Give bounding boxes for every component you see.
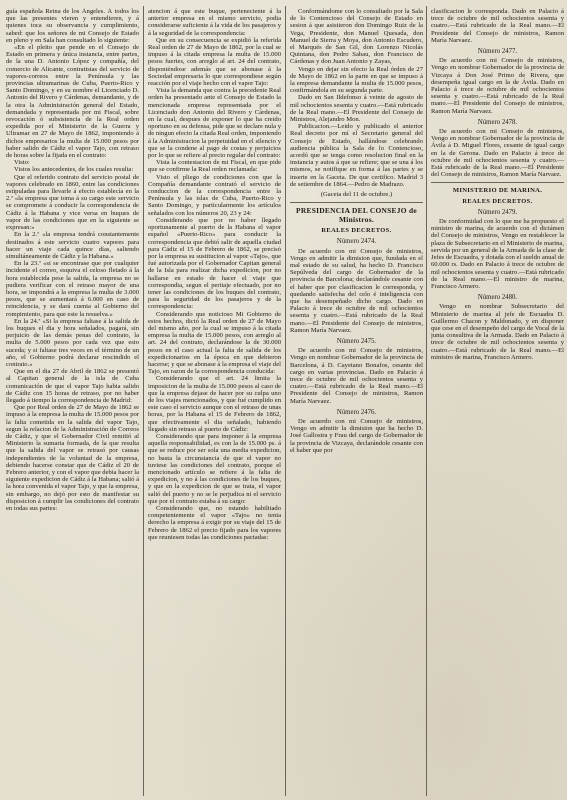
paragraph: Publicacion.—Leido y publicado el anterior Real decreto por mí el Secretario general del Consejo de Estado, hallándose celebrando audiencia pública la Sala de lo Contencioso, acordó que se tenga como resolucion final en la instancia y autos á que se refiere; que se una á los mismos, se notifique en forma á las partes y se inserte en la Gaceta. De que certifico. Madrid 3 de setiembre de 1864.—Pedro de Madrazo. bbox=[290, 123, 423, 188]
paragraph: Vistos los antecedentes, de los cuales resulta: bbox=[14, 166, 134, 174]
decree-number: Número 2474. bbox=[336, 238, 377, 246]
decree-text: De acuerdo con mi Consejo de ministros, Vengo en admitir la dimision que, fundada en el mal estado de su salud, ha hecho D. Francisco Sepúlveda del cargo de Gobernador de la provincia de Barcelona; declarándole cesante con el haber que por clasificacion le corresponda, y quedando satisfecha del celo é inteligencia con que ha desempeñado dicho cargo. Dado en Palacio á trece de octubre de mil ochocientos sesenta y cuatro.—Está rubricado de la Real mano.—El Presidente del Consejo de ministros, Ramon María Narvaez. bbox=[290, 247, 423, 334]
decree-number: Número 2476. bbox=[336, 408, 377, 416]
paragraph: «En el pleito que pende en el Consejo de Estado en primera y única instancia, entre partes, de la una D. Antonio López y compañía, del comercio de Alicante, contratistas del servicio de vapores-correos entre la Península y las provincias ultramarinas de Cuba, Puerto-Rico y Santo Domingo, y en su nombre el Licenciado D. Antonio del Rivero y Cárdenas, demandante, y de la otra la Administración general del Estado, demandada y representada por mi Fiscal, sobre revocación ó subsistencia de la Real orden expedida por el Ministerio de la Guerra y Ultramar en 27 de Mayo de 1862, imponiendo á dichos empresarios la multa de 15.000 pesos por haber salido de Cádiz el vapor Tajo, con retraso de horas sobre la fijada en el contrato: bbox=[6, 44, 139, 160]
paragraph: Considerando que, no estando habilitado competentemente el vapor «Tajo» no tenia derecho la empresa á exigir por su viaje del 15 de Febrero de 1862 el precio fijado para los vapores que reuniesen todas las condiciones pactadas: bbox=[148, 505, 281, 541]
column-divider bbox=[285, 6, 286, 796]
paragraph: guía española Reina de los Ángeles. Á todos los que las presentes vieren y entendieren, y á quienes toca su observancia y cumplimiento, sabed: que los señores de mi Consejo de Estado en pleno y en Sala han consultado lo siguiente: bbox=[6, 8, 139, 44]
decree-text: De acuerdo con mi Consejo de ministros, Vengo en admitir la dimision que ha hecho D. José Gallostra y Frau del cargo de Gobernador de la provincia de Vizcaya, declarándole cesante con el haber que por bbox=[290, 417, 423, 454]
paragraph: Visto: bbox=[14, 159, 30, 167]
decrees-heading: REALES DECRETOS. bbox=[462, 197, 533, 205]
decree-text: clasificacion le corresponda. Dado en Palacio á trece de octubre de mil ochocientos sesenta y cuatro.—Está rubricado de la Real mano.—El Presidente del Consejo de ministros, Ramon María Narvaez. bbox=[431, 8, 564, 44]
paragraph: Considerando que por no haber llegado oportunamente al puerto de la Habana el vapor español «Puerto-Rico» para conducir la correspondencia que debió salir de aquella ciudad para Cádiz el 15 de Febrero de 1862, se precisó por la empresa su sustitucion al vapor «Tajo», que fué autorizada por el Gobernador Capitan general de la Isla para realizar dicha expedicion, por no hallarse en estado de hacer el viaje que correspondia, segun el peritaje efectuado, por no tener las condiciones de los buques del contrato, para la seguridad de los pasajeros y de la correspondencia: bbox=[148, 216, 281, 311]
paragraph: Considerando que noticioso Mi Gobierno de estos hechos, dictó la Real orden de 27 de Mayo del mismo año, por la cual se impuso á la citada empresa la multa de 15.000 pesos, con arreglo al art. 24 del contrato, declarándose la de 30.000 pesos en el caso actual la falta de salida de los expedicionarios en la época en que debieron hacerse; y que se abonase á la empresa el viaje del Tajo, en razon de la correspondencia conducida: bbox=[148, 310, 281, 376]
gazette-note: (Gaceta del 11 de octubre.) bbox=[320, 191, 393, 199]
paragraph: En la 23.ª «si se encontrase que por cualquier incidente el correo, esquiva el celoso fletado á la hora establecida pese la salida, la empresa no se pudiera verificar con el retraso mayor de una hora, se impondrá a la empresa la multa de 3.000 pesos, que se aumentará á 6.000 en caso de reincidencia, y se dará cuenta al Gobierno del rompimiento, para que este la resuelva.» bbox=[6, 260, 139, 318]
section-heading: MINISTERIO DE MARINA. bbox=[452, 187, 543, 195]
paragraph: Visto el pliego de condiciones con que la Compañía demandante contrató el servicio de conduccion de la correspondencia entre la Península y las islas de Cuba, Puerto-Rico y Santo Domingo, y particularmente los artículos señalados con los números 20, 23 y 24: bbox=[148, 173, 281, 217]
paragraph: Que en el dia 27 de Abril de 1862 se presentó al Capitan general de la isla de Cuba comunicación de que el vapor Tajo habia salido de Cádiz con 15 horas de retraso, por no haber llegado á tiempo la correspondencia de Madrid: bbox=[6, 368, 139, 404]
paragraph: Vista la demanda que contra la precedente Real orden ha presentado ante el Consejo de Estado la mencionada empresa representada por el Licenciado don Antonio del Rivero y Cárdenas, en la cual, despues de exponer lo que ha creido oportuno en su defensa, pide que se declare nula y de ningun efecto la citada Real orden, imponiendo á la Administracion la perpetuidad en el silencio y que se la condene al pago de costas y perjuicios por lo que se refiere al precio regular del contrato: bbox=[148, 87, 281, 160]
paragraph: Vista la contestacion de mi Fiscal, en que pide que se confirme la Real orden reclamada: bbox=[148, 159, 281, 174]
decree-number: Número 2478. bbox=[477, 118, 518, 126]
section-heading: PRESIDENCIA DEL CONSEJO de Ministros. bbox=[296, 206, 417, 224]
decree-text: Vengo en nombrar Subsecretario del Ministerio de marina al jefe de Escuadra D. Guillermo Chacon y Maldonado, y en disponer que cese en el desempeño del cargo de Vocal de la junta consultiva de la Armada. Dado en Palacio á trece de octubre de mil ochocientos sesenta y cuatro.—Está rubricado de la Real mano.—El ministro de marina, Francisco Armero. bbox=[431, 303, 564, 361]
decrees-heading: REALES DECRETOS. bbox=[321, 227, 392, 235]
paragraph: Que por Real orden de 27 de Mayo de 1862 se impuso á la empresa la multa de 15.000 pesos por la falta cometida en la salida del vapor Tajo, segun la relacion de la Administración de Correos de Cádiz, y que el Gobernador Civil remitió al Ministerio la sumaria formada, de la que resulta que la salida del vapor se retrasó por causas independientes de la voluntad de la empresa, debiendo hacerse constar que de Cádiz el 20 de Febrero anterior, y con el vapor que debia hacer la siguiente expedicion de Cádiz á la Habana; salió á la hora convenida el vapor Tajo, y que la empresa, sin embargo, no dejó por esto de manifestar su disposicion á cumplir las condiciones del contrato en todas sus partes: bbox=[6, 404, 139, 513]
paragraph: Que en su consecuencia se expidió la referida Real orden de 27 de Mayo de 1862, por la cual se impuso á la citada empresa la multa de 15.000 pesos fuertes, con arreglo al art. 24 del contrato, disponiéndose además que se abonase á la Sociedad empresaria lo que correspondiese según reacción por el viaje hecho con el vapor Tajo: bbox=[148, 36, 281, 88]
column-divider bbox=[143, 6, 144, 796]
paragraph: Vengo en dejar sin efecto la Real órden de 27 de Mayo de 1862 en la parte en que se impuso á la empresa demandante la multa de 15.000 pesos, confirmándola en su segunda parte. bbox=[290, 65, 423, 95]
paragraph: atencion á que este buque, perteneciente á la anterior empresa en el mismo servicio, podia considerarse suficiente á la vida de los pasajeros y á la seguridad de la correspondencia: bbox=[148, 8, 281, 37]
decree-number: Número 2480. bbox=[477, 294, 518, 302]
paragraph: En la 2.ª «la empresa tendrá constantemente destinados á este servicio cuatro vapores para hacer un viaje cada quince días, saliendo simultáneamente de Cádiz y la Habana.» bbox=[6, 231, 139, 260]
paragraph: Dado en San Ildefonso á veinte de agosto de mil ochocientos sesenta y cuatro.—Está rubricado de la Real mano.—El Presidente del Consejo de Ministros, Alejandro Mon. bbox=[290, 94, 423, 124]
column-1 bbox=[6, 8, 139, 796]
decree-text: De conformidad con lo que me ha propuesto el ministro de marina, de acuerdo con el dictámen del Consejo de ministros, Vengo en restablecer la plaza de Subsecretario en el Ministerio de marina, servida por un general de la Armada de la clase de Jefes de Escuadra, y dotada con el sueldo anual de 60.000 rs. Dado en Palacio á trece de octubre de mil ochocientos sesenta y cuatro.—Está rubricado de la Real mano.—El ministro de marina, Francisco Armero. bbox=[431, 218, 564, 290]
column-3 bbox=[290, 8, 423, 796]
paragraph: Conformándome con lo consultado por la Sala de lo Contencioso del Consejo de Estado en sesion á que asistieron don Domingo Ruiz de la Vega, Presidente, don Manuel Quesada, don Manuel de Sierra y Moya, don Antonio Escudero, el Marqués de San Gil, don Lorenzo Nicolás Quintana, don Pedro Sabau, don Francisco de Cárdenas y don Juan Antonio y Zayas, bbox=[290, 8, 423, 66]
decree-text: De acuerdo con mi Consejo de ministros, Vengo en nombrar Gobernador de la provincia de Ávila á D. Miguel Flores, cesante de igual cargo en la de Gerona. Dado en Palacio á trece de octubre de mil ochocientos sesenta y cuatro.—Está rubricado de la Real mano.—El Presidente del Consejo de ministros, Ramon María Narvaez. bbox=[431, 128, 564, 179]
column-2 bbox=[148, 8, 281, 796]
section-rule bbox=[290, 202, 423, 203]
decree-number: Número 2477. bbox=[477, 48, 518, 56]
paragraph: Considerando que para imponer á la empresa aquella responsabilidad, es con la de 15.000 ps. á que se reduce por ser sola una media expedicion, no basta la circunstancia de que el vapor no tuviese las condiciones del contrato, porque el mencionado artículo se refiere á la falta de expedicion, y no á las condiciones de los buques, y que en la expedicion de que se trata, el vapor salió del puerto y no se le perjudica ni el servicio que por el contrato estaba á su cargo: bbox=[148, 432, 281, 505]
decree-text: De acuerdo con mi Consejo de ministros, Vengo en nombrar Gobernador de la provincia de Barcelona, á D. Cayetano Bonafos, cesante del cargo en varias provincias. Dado en Palacio á trece de octubre de mil ochocientos sesenta y cuatro.—Está rubricado de la Real mano.—El Presidente del Consejo de ministros, Ramon María Narvaez. bbox=[290, 347, 423, 405]
paragraph: Que el referido contrato del servicio postal de vapores celebrado en 1860, entre las condiciones estipuladas para llevarle á efecto establecía en la 2.ª «la empresa que toma á su cargo este servicio se compromete á conducir la correspondencia de Cádiz á la Habana y vice versa en buques de vapor de las condiciones que en la siguiente se expresan:» bbox=[6, 173, 139, 232]
decree-number: Número 2479. bbox=[477, 208, 518, 216]
column-4 bbox=[431, 8, 564, 796]
paragraph: En la 24.ª «Si la empresa faltase á la salida de los buques el dia y hora señalados, pagará, sin perjuicio de las demás penas del contrato, la multa de 5.000 pesos por cada vez que esto suceda; y si faltase tres veces en el término de un año, el Gobierno podrá declarar rescindido el contrato.» bbox=[6, 317, 139, 368]
section-rule bbox=[431, 182, 564, 183]
column-divider bbox=[426, 6, 427, 796]
paragraph: Considerando que el art. 24 limita la imposicion de la multa de 15.000 pesos al caso de que la empresa dejase de hacer por su culpa uno de los viajes mencionados, y que fué cumplido en este caso el servicio aunque con el retraso de unas horas, por la Habana el 15 de Febrero de 1862, que efectivamente el dia señalado, habiendo llegado sin retraso al puerto de Cádiz: bbox=[148, 375, 281, 433]
decree-text: De acuerdo con mi Consejo de ministros, Vengo en nombrar Gobernador de la provincia de Vizcaya á Don José Primo de Rivera, que desempeña igual cargo en la de Ávila. Dado en Palacio á trece de octubre de mil ochocientos sesenta y cuatro.—Está rubricado de la Real mano.—El Presidente del Consejo de ministros, Ramon María Narvaez. bbox=[431, 57, 564, 115]
decree-number: Número 2475. bbox=[336, 337, 377, 345]
